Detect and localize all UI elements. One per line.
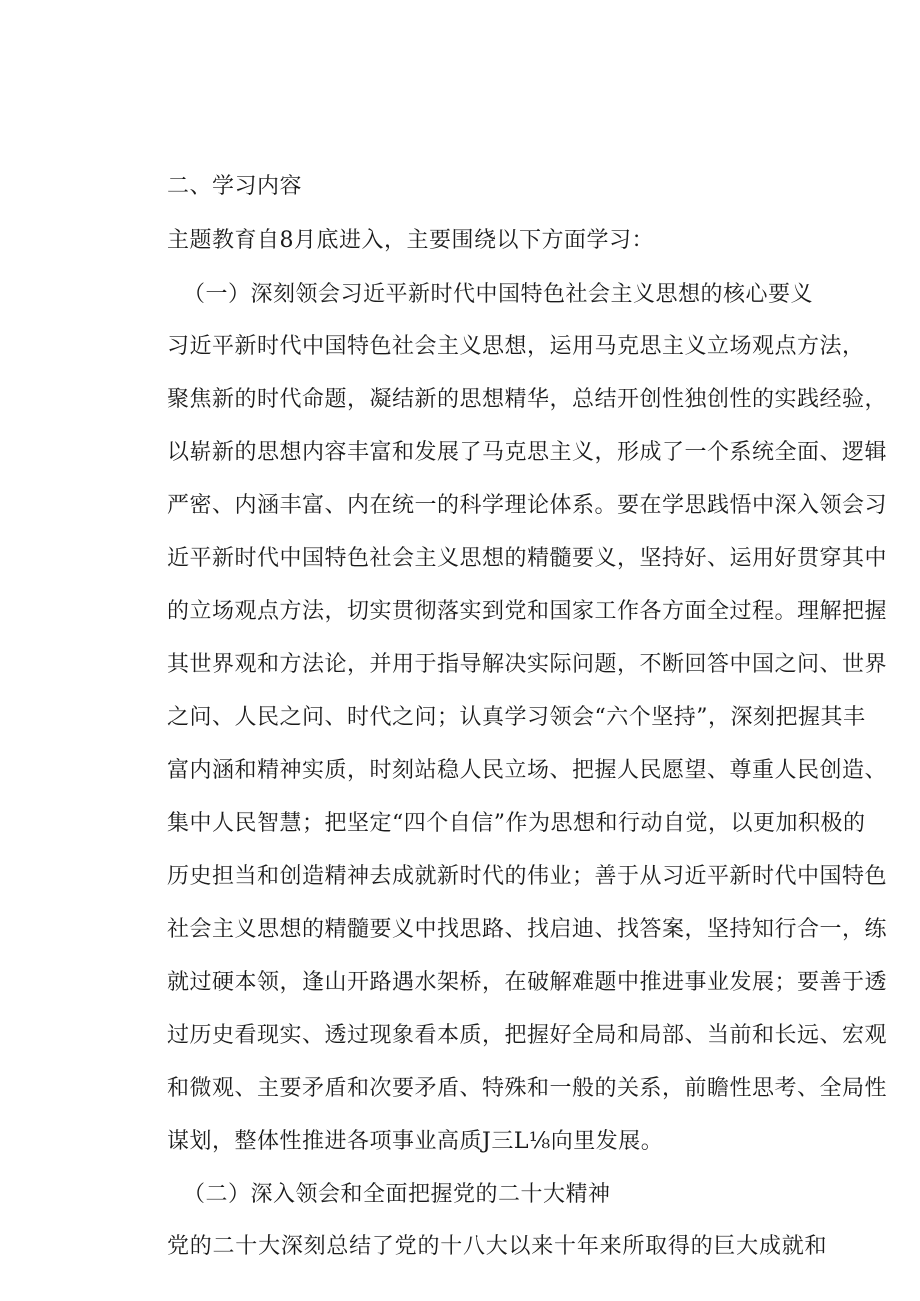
paragraph-line: 富内涵和精神实质，时刻站稳人民立场、把握人民愿望、尊重人民创造、 (167, 758, 888, 783)
paragraph-line: 就过硬本领，逢山开路遇水架桥，在破解难题中推进事业发展；要善于透 (167, 970, 888, 995)
paragraph-line: 以崭新的思想内容丰富和发展了马克思主义，形成了一个系统全面、逻辑 (167, 440, 888, 465)
subsection-1-title: （一）深刻领会习近平新时代中国特色社会主义思想的核心要义 (183, 282, 814, 307)
paragraph-line-last: 谋划，整体性推进各项事业高质J三L⅛向里发展。 (167, 1129, 664, 1154)
paragraph-line: 其世界观和方法论，并用于指导解决实际问题，不断回答中国之问、世界 (167, 652, 888, 677)
paragraph-line: 党的二十大深刻总结了党的十八大以来十年来所取得的巨大成就和 (167, 1234, 827, 1259)
paragraph-line: 的立场观点方法，切实贯彻落实到党和国家工作各方面全过程。理解把握 (167, 599, 888, 624)
paragraph-line: 社会主义思想的精髓要义中找思路、找启迪、找答案，坚持知行合一，练 (167, 917, 888, 942)
intro-paragraph: 主题教育自8月底进入，主要围绕以下方面学习： (167, 228, 654, 253)
section-heading: 二、学习内容 (167, 174, 303, 199)
paragraph-line: 严密、内涵丰富、内在统一的科学理论体系。要在学思践悟中深入领会习 (167, 493, 888, 518)
paragraph-line: 集中人民智慧；把坚定“四个自信”作为思想和行动自觉，以更加积极的 (167, 811, 866, 836)
paragraph-line: 近平新时代中国特色社会主义思想的精髓要义，坚持好、运用好贯穿其中 (167, 546, 888, 571)
paragraph-line: 过历史看现实、透过现象看本质，把握好全局和局部、当前和长远、宏观 (167, 1023, 888, 1048)
paragraph-line: 之问、人民之问、时代之问；认真学习领会“六个坚持”，深刻把握其丰 (167, 705, 866, 730)
subsection-2-title: （二）深入领会和全面把握党的二十大精神 (183, 1182, 611, 1207)
paragraph-line: 历史担当和创造精神去成就新时代的伟业；善于从习近平新时代中国特色 (167, 864, 888, 889)
paragraph-line: 习近平新时代中国特色社会主义思想，运用马克思主义立场观点方法， (167, 334, 865, 359)
paragraph-line: 和微观、主要矛盾和次要矛盾、特殊和一般的关系，前瞻性思考、全局性 (167, 1076, 888, 1101)
paragraph-line: 聚焦新的时代命题，凝结新的思想精华，总结开创性独创性的实践经验， (167, 387, 888, 412)
